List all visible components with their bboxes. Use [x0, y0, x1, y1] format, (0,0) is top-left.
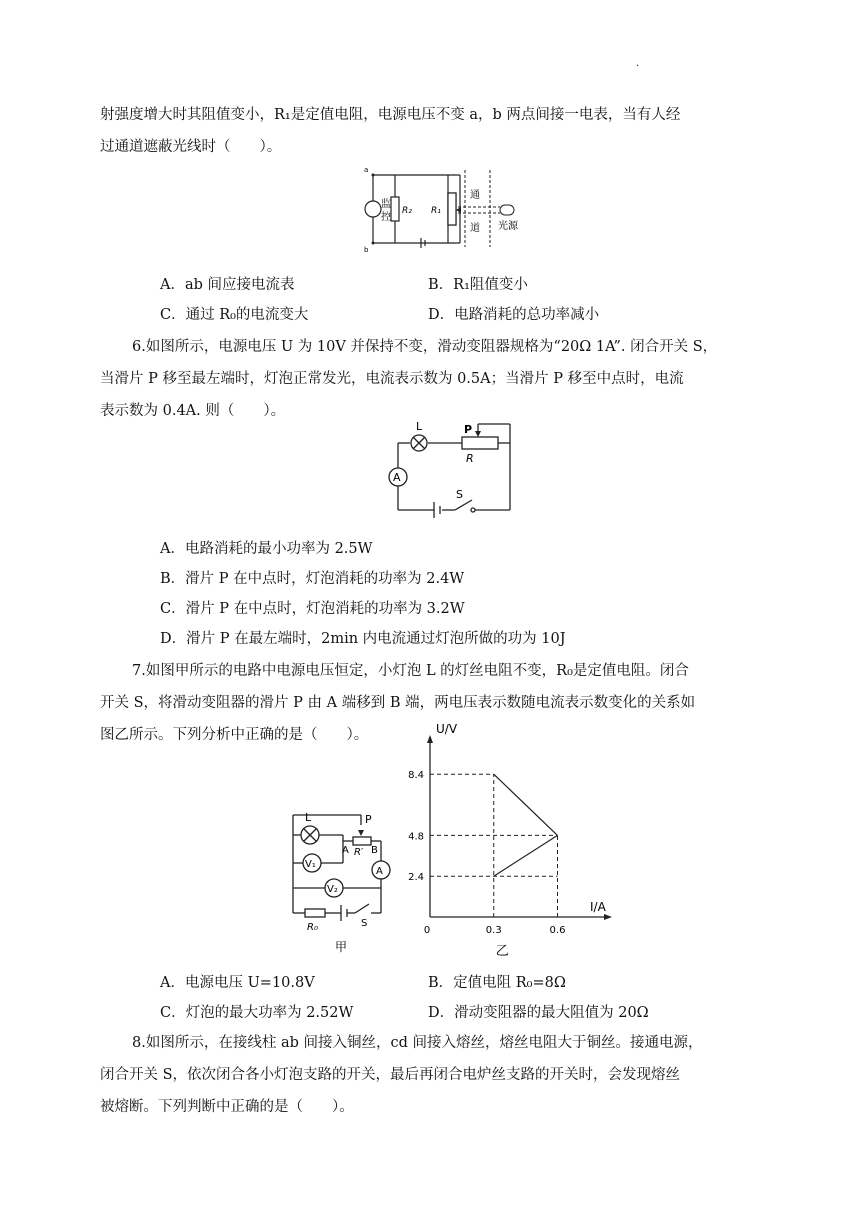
fig7-label-l: L	[305, 811, 312, 824]
fig6-label-s: S	[456, 488, 463, 501]
q6-text-line1: 6.如图所示，电源电压 U 为 10V 并保持不变，滑动变阻器规格为“20Ω 1A”. 闭合开关 S，	[132, 339, 718, 355]
q8-text-line2: 闭合开关 S，依次闭合各小灯泡支路的开关，最后再闭合电炉丝支路的开关时，会发现熔丝	[100, 1067, 681, 1083]
q5-text-line2: 过通道遮蔽光线时（ ）。	[100, 139, 282, 155]
q7-graph-u-i	[405, 722, 625, 965]
x-tick-label-1: 0.6	[549, 925, 566, 936]
fig7-label-p: P	[365, 813, 372, 826]
q7-option-a: A．电源电压 U=10.8V	[160, 975, 315, 991]
fig7-label-b: B	[371, 845, 378, 856]
fig5-label-light: 光源	[498, 221, 518, 232]
fig6-label-r: R	[466, 452, 474, 465]
y-tick-label-1: 4.8	[408, 831, 424, 843]
q5-circuit-figure	[355, 165, 535, 255]
y-tick-label-2: 8.4	[408, 770, 424, 782]
fig5-label-td2: 道	[470, 223, 480, 234]
q6-option-b: B．滑片 P 在中点时，灯泡消耗的功率为 2.4W	[160, 571, 465, 587]
q7-text-line3: 图乙所示。下列分析中正确的是（ ）。	[100, 727, 369, 743]
fig6-label-p: P	[464, 423, 473, 436]
fig5-label-b: b	[364, 246, 369, 254]
fig7-label-r0: R₀	[307, 922, 318, 933]
fig7-label-v1: V₁	[305, 859, 316, 870]
x-axis-label: I/A	[590, 900, 606, 914]
origin-label: 0	[423, 925, 431, 936]
q6-option-d: D．滑片 P 在最左端时，2min 内电流通过灯泡所做的功为 10J	[160, 631, 566, 647]
q6-text-line3: 表示数为 0.4A. 则（ ）。	[100, 403, 286, 419]
chart-caption-yi: 乙	[495, 944, 509, 959]
q5-option-c: C．通过 R₀的电流变大	[160, 307, 309, 323]
fig5-label-a: a	[364, 166, 369, 174]
fig5-label-jk1: 监	[381, 199, 391, 210]
fig5-label-r1: R₁	[431, 206, 441, 216]
fig7-label-ammeter: A	[376, 866, 383, 877]
y-tick-label-0: 2.4	[408, 872, 424, 884]
header-dot: .	[636, 58, 640, 69]
q5-text-line1: 射强度增大时其阻值变小，R₁是定值电阻，电源电压不变 a，b 两点间接一电表，当有人经	[100, 107, 681, 123]
q6-option-a: A．电路消耗的最小功率为 2.5W	[160, 541, 373, 557]
fig6-label-l: L	[416, 420, 423, 433]
q7-text-line2: 开关 S，将滑动变阻器的滑片 P 由 A 端移到 B 端，两电压表示数随电流表示数变化的关系如	[100, 695, 696, 711]
q5-option-d: D．电路消耗的总功率减小	[428, 307, 600, 323]
q7-option-d: D．滑动变阻器的最大阻值为 20Ω	[428, 1005, 649, 1021]
q6-option-c: C．滑片 P 在中点时，灯泡消耗的功率为 3.2W	[160, 601, 465, 617]
q7-text-line1: 7.如图甲所示的电路中电源电压恒定，小灯泡 L 的灯丝电阻不变，R₀是定值电阻。闭合	[132, 663, 689, 679]
fig5-label-r2: R₂	[402, 206, 412, 216]
fig7-label-v2: V₂	[327, 884, 338, 895]
fig7-caption-jia: 甲	[335, 940, 348, 954]
q7-option-c: C．灯泡的最大功率为 2.52W	[160, 1005, 354, 1021]
series-line-0	[494, 774, 558, 835]
q7-option-b: B．定值电阻 R₀=8Ω	[428, 975, 566, 991]
fig5-label-td1: 通	[470, 190, 480, 201]
q7-circuit-figure	[285, 805, 415, 955]
q5-option-b: B．R₁阻值变小	[428, 277, 528, 293]
x-axis-arrow	[604, 914, 612, 920]
q8-text-line1: 8.如图所示，在接线柱 ab 间接入铜丝，cd 间接入熔丝，熔丝电阻大于铜丝。接通电源，	[132, 1035, 703, 1051]
y-axis-label: U/V	[436, 722, 458, 736]
q6-circuit-figure	[380, 418, 520, 518]
fig7-label-a: A	[342, 845, 349, 856]
series-line-1	[494, 835, 558, 876]
fig7-label-rp: R′	[354, 847, 364, 858]
fig7-label-s: S	[361, 918, 368, 929]
q5-option-a: A．ab 间应接电流表	[160, 277, 295, 293]
fig5-label-jk2: 控	[381, 212, 391, 223]
y-axis-arrow	[427, 735, 433, 743]
q8-text-line3: 被熔断。下列判断中正确的是（ ）。	[100, 1099, 354, 1115]
q6-text-line2: 当滑片 P 移至最左端时，灯泡正常发光，电流表示数为 0.5A；当滑片 P 移至中点时，电流	[100, 371, 684, 387]
fig6-label-a: A	[393, 471, 401, 484]
x-tick-label-0: 0.3	[485, 925, 502, 936]
